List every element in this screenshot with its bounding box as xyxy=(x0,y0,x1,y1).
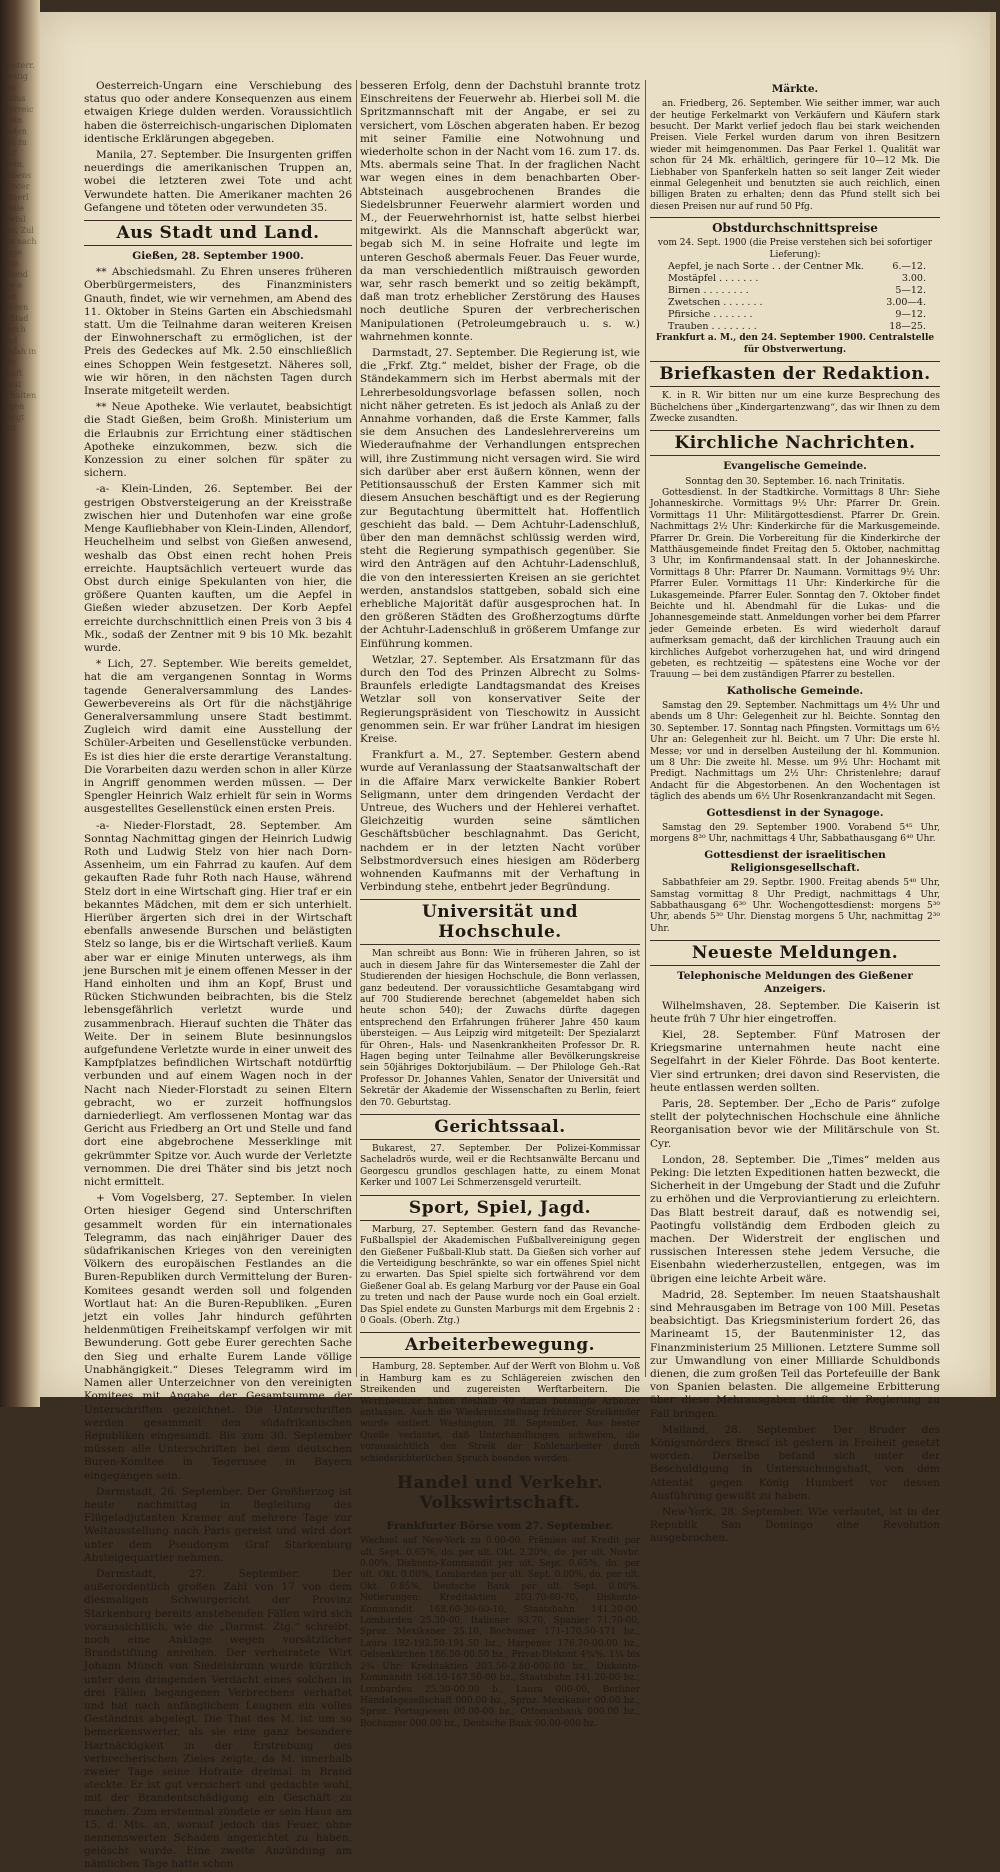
article: + Vom Vogelsberg, 27. September. In vielen Orten hiesiger Gegend sind Unterschriften gesammelt worden für ein internationales Telegramm, das nach einjähriger Dauer des südafrikanischen Krieges von den vereinigten Völkern des europäischen Festlandes an die Buren-Republiken durch Vermittelung der Buren-Komitees gesandt werden soll und folgenden Wortlaut hat: An die Buren-Republiken. „Euren jetzt ein volles Jahr hindurch geführten heldenmütigen Freiheitskampf verfolgen wir mit Bewunderung. Gott gebe Eurer gerechten Sache den Sieg und erhalte Eurem Lande völlige Unabhängigkeit.“ Dieses Telegramm wird im Namen aller Unterzeichner von den vereinigten Komitees mit Angabe der Gesamtsumme der Unterschriften gezeichnet. Die Unterschriften werden gesammelt den südafrikanischen Republiken eingesandt. Bis zum 30. September müssen alle Unterschriften bei dem deutschen Buren-Komitee in Tegernsee in Bayern eingegangen sein. xyxy=(84,1192,352,1482)
section-heading-universitaet: Universität und Hochschule. xyxy=(360,899,640,945)
subheading-evangelisch: Evangelische Gemeinde. xyxy=(723,460,867,473)
book-spine xyxy=(0,0,40,1407)
article: ** Abschiedsmahl. Zu Ehren unseres früheren Oberbürgermeisters, des Finanzministers Gnauth, findet, wie wir vernehmen, am Abend des 11. Oktober in Steins Garten ein Abschiedsmahl statt. Um die Teilnahme daran weiteren Kreisen der Einwohnerschaft zu ermöglichen, ist der Preis des Gedeckes auf Mk. 2.50 einschließlich eines Schoppen Wein festgesetzt. Näheres soll, wie wir hören, in den nächsten Tagen durch Inserate mitgeteilt werden. xyxy=(84,266,352,398)
article-katholisch: Samstag den 29. September. Nachmittags um 4½ Uhr und abends um 8 Uhr: Gelegenheit zur hl. Beichte. Sonntag den 30. September. 17. Sonntag nach Pfingsten. Vormittags um 6½ Uhr an: Gelegenheit zur hl. Beicht. um 7 Uhr: Die erste hl. Messe; vor und in derselben Austeilung der hl. Kommunion. um 8 Uhr: Die zweite hl. Messe. um 9½ Uhr: Hochamt mit Predigt. Nachmittags um 2½ Uhr: Christenlehre; darauf Andacht für die Abgestorbenen. An den Wochentagen ist täglich des abends um 6½ Uhr Rosenkranzandacht mit Segen. xyxy=(650,701,940,803)
article-briefkasten: K. in R. Wir bitten nur um eine kurze Besprechung des Büchelchens über „Kindergartenzwang“, das wir Ihnen zu dem Zwecke zusandten. xyxy=(650,391,940,424)
subheading-israelitisch: Gottesdienst der israelitischen Religionsgesellschaft. xyxy=(704,848,886,874)
price-row: Birnen . . . . . . . . 5—12. xyxy=(668,285,926,297)
article-universitaet: Man schreibt aus Bonn: Wie in früheren Jahren, so ist auch in diesem Jahre für das Wintersemester die Zahl der Studierenden der hiesigen Hochschule, die Bonn verlassen, ganz bedeutend. Der voraussichtliche Gesamtabgang wird auf 700 Studierende berechnet (abgemeldet haben sich heute schon 540); der Zuwachs dürfte dagegen entsprechend den Erfahrungen früherer Jahre 450 kaum übersteigen. — Aus Leipzig wird mitgeteilt: Der Spezialarzt für Ohren-, Hals- und Nasenkrankheiten Professor Dr. R. Hagen beging unter Teilnahme aller Bevölkerungskreise sein 50jähriges Doktorjubiläum. — Der Philologe Geh.-Rat Professor Dr. Johannes Vahlen, Senator der Universität und Sekretär der Akademie der Wissenschaften zu Berlin, feiert den 70. Geburtstag. xyxy=(360,949,640,1108)
news-item: Mailand, 28. September. Der Bruder des Königsmörders Bresci ist gestern in Freiheit gesetzt worden. Derselbe befand sich unter der Beschuldigung in Untersuchungshaft, von dem Attentat gegen König Humbert vor dessen Ausführung gewußt zu haben. xyxy=(650,1423,940,1502)
divider xyxy=(650,217,940,218)
article: ** Neue Apotheke. Wie verlautet, beabsichtigt die Stadt Gießen, beim Großh. Ministerium um die Erlaubnis zur Errichtung einer städtischen Apotheke einzukommen, bezw. sich die Konzession zu einer solchen für später zu sichern. xyxy=(84,401,352,480)
section-heading-stadt-land: Aus Stadt und Land. xyxy=(84,220,352,246)
article-austria: Oesterreich-Ungarn eine Verschiebung des status quo oder andere Konsequenzen aus einem etwaigen Kriege dulden werden. Voraussichtlich haben die österreichisch-ungarischen Diplomaten identische Erklärungen abgegeben. xyxy=(84,80,352,145)
section-heading-handel: Handel und Verkehr. Volkswirtschaft. xyxy=(360,1470,640,1516)
column-2 xyxy=(360,80,640,1729)
news-item: New-York, 28. September. Wie verlautet, ist in der Republik San Domingo eine Revolution ausgebrochen. xyxy=(650,1506,940,1545)
article-israelitisch: Sabbathfeier am 29. Septbr. 1900. Freitag abends 5⁴⁰ Uhr, Samstag vormittag 8 Uhr Predigt, nachmittags 4 Uhr, Sabbathausgang 6³⁰ Uhr. Wochengottesdienst: morgens 5³⁰ Uhr, abends 5³⁰ Uhr. Dienstag morgens 5 Uhr, nachmittag 2³⁰ Uhr. xyxy=(650,878,940,934)
article-sport: Marburg, 27. September. Gestern fand das Revanche-Fußballspiel der Akademischen Fußballvereinigung gegen den Gießener Fußball-Klub statt. Da Gießen sich vorher auf die Verteidigung beschränkte, so war ein offenes Spiel nicht zu erwarten. Das Spiel spielte sich fortwährend vor dem Gießener Goal ab. Es gelang Marburg vor der Pause ein Goal zu treten und nach der Pause wurde noch ein Goal erzielt. Das Spiel endete zu Gunsten Marburgs mit dem Ergebnis 2 : 0 Goals. (Oberh. Ztg.) xyxy=(360,1224,640,1326)
news-item: London, 28. September. Die „Times“ melden aus Peking: Die letzten Expeditionen hatten bezweckt, die Sicherheit in der Umgebung der Stadt und die Zufuhr zu erhöhen und die Verproviantierung zu erleichtern. Das Blatt bestreit darauf, daß es notwendig sei, Paotingfu vollständig dem Erdboden gleich zu machen. Der Widerstreit der englischen und russischen Interessen stehe jedem Versuche, die Eisenbahn wiederherzustellen, entgegen, was im übrigen eine leichte Arbeit wäre. xyxy=(650,1153,940,1285)
article-gerichtssaal: Bukarest, 27. September. Der Polizei-Kommissar Sacheladrös wurde, weil er die Rechtsanwälte Bercanu und Georgescu grundlos geschlagen hatte, zu einem Monat Kerker und 1007 Lei Schmerzensgeld verurteilt. xyxy=(360,1144,640,1189)
newspaper-page xyxy=(40,12,996,1871)
news-item: Wilhelmshaven, 28. September. Die Kaiserin ist heute früh 7 Uhr hier eingetroffen. xyxy=(650,999,940,1025)
column-3 xyxy=(650,80,940,1545)
article-synagoge: Samstag den 29. September 1900. Vorabend 5⁴⁵ Uhr, morgens 8³⁰ Uhr, nachmittags 4 Uhr, Sabbathausgang 6⁴⁰ Uhr. xyxy=(650,822,940,845)
price-row: Pfirsiche . . . . . . . 9—12. xyxy=(668,309,926,321)
subheading-synagoge: Gottesdienst in der Synagoge. xyxy=(706,806,884,819)
article: Frankfurt a. M., 27. September. Gestern abend wurde auf Veranlassung der Staatsanwaltschaft der in die Affaire Marx verwickelte Bankier Robert Seligmann, unter dem dringenden Verdacht der Untreue, des Wuchers und der Hehlerei verhaftet. Gleichzeitig wurden seine sämtlichen Geschäftsbücher beschlagnahmt. Das Gericht, nachdem er in der letzten Nacht vorüber Selbstmordversuch eines hiesigen am Röderberg wohnenden Kaufmanns mit der Verhaftung in Verbindung stehe, entbehrt jeder Begründung. xyxy=(360,749,640,894)
section-heading-kirchliche: Kirchliche Nachrichten. xyxy=(650,430,940,456)
article: Darmstadt, 27. September. Der außerordentlich großen Zahl von 17 von dem diesmaligen Schwurgericht der Provinz Starkenburg bereits anstehenden Fällen wird sich voraussichtlich, wie die „Darmst. Ztg.“ schreibt, noch eine Anklage wegen vorsätzlicher Brandstiftung anreihen. Der verheiratete Wirt Johann Münch von Siedelsbrunn wurde kürzlich unter dem dringenden Verdacht eines solchen in drei Fällen begangenen Verbrechens verhaftet und hat nach anfänglichem Leugnen ein volles Geständnis abgelegt. Die That des M. ist um so bemerkenswerter, als sie eine ganz besondere Hartnäckigkeit in der Erstrebung des verbrecherischen Zieles zeigte, da M. innerhalb zweier Tage seine Hofraite dreimal in Brand steckte. Er ist gut versichert und gedachte wohl, mit der Brandentschädigung ein Geschäft zu machen. Zum erstenmal zündete er sein Haus am 15. d. Mts. an, worauf jedoch das Feuer, ohne nennenswerten Schaden angerichtet zu haben, gelöscht wurde. Eine zweite Anzündung am nämlichen Tage hatte schon xyxy=(84,1567,352,1871)
article-evangelisch: Gottesdienst. In der Stadtkirche. Vormittags 8 Uhr: Siehe Johanneskirche. Vormittags 9½ Uhr: Pfarrer Dr. Grein. Vormittags 11 Uhr: Militärgottesdienst. Pfarrer Dr. Grein. Nachmittags 2½ Uhr: Kinderkirche für die Markusgemeinde. Pfarrer Dr. Grein. Die Vorbereitung für die Kinderkirche der Matthäusgemeinde findet Freitag den 5. Oktober, nachmittag 3 Uhr, im Konfirmandensaal statt. In der Johanneskirche. Vormittags 8 Uhr: Pfarrer Dr. Naumann. Vormittags 9½ Uhr: Pfarrer Euler. Vormittags 11 Uhr: Kinderkirche für die Lukasgemeinde. Pfarrer Euler. Sonntag den 7. Oktober findet Beichte und hl. Abendmahl für die Lukas- und die Johannesgemeinde statt. Anmeldungen vorher bei dem Pfarrer jeder Gemeinde erbeten. Es wird wiederholt darauf aufmerksam gemacht, daß der kirchlichen Trauung auch ein kirchliches Aufgebot vorherzugehen hat, und wird dringend gebeten, es rechtzeitig — spätestens eine Woche vor der Trauung — bei dem zuständigen Pfarrer zu bestellen. xyxy=(650,487,940,681)
article-maerkte: an. Friedberg, 26. September. Wie seither immer, war auch der heutige Ferkelmarkt von Verkäufern und Käufern stark besucht. Der Markt verlief jedoch flau bei stark weichenden Preisen. Viele Ferkel wurden darum von ihren Besitzern wieder mit heimgenommen. Das Paar Ferkel 1. Qualität war schon für 24 Mk. erhältlich, geringere für 10—12 Mk. Die Liebhaber von Spanferkeln hatten so seit langer Zeit wieder einmal Gelegenheit und benutzten sie auch reichlich, einen billigen Braten zu erhalten; denn das Pfund stellt sich bei diesen Preisen nur auf rund 50 Pfg. xyxy=(650,99,940,212)
boerse-title: Frankfurter Börse vom 27. September. xyxy=(386,1520,614,1533)
news-item: Paris, 28. September. Der „Echo de Paris“ zufolge stellt der polytechnischen Hochschule eine ähnliche Reorganisation bevor wie der Militärschule von St. Cyr. xyxy=(650,1097,940,1150)
section-heading-neueste: Neueste Meldungen. xyxy=(650,940,940,966)
article: -a- Klein-Linden, 26. September. Bei der gestrigen Obstversteigerung an der Kreisstraße zwischen hier und Dutenhofen war eine große Menge Kaufliebhaber von Klein-Linden, Allendorf, Heuchelheim und selbst von Gießen anwesend, weshalb das Obst einen recht hohen Preis erreichte. Hauptsächlich verteuert wurde das Obst durch einige Spekulanten von hier, die größere Quanten kauften, um die Aepfel in Gießen wieder abzusetzen. Der Korb Aepfel erreichte durchschnittlich einen Preis von 3 bis 4 Mk., sodaß der Zentner mit 9 bis 10 Mk. bezahlt wurde. xyxy=(84,483,352,654)
ev-date: Sonntag den 30. September. 16. nach Trinitatis. xyxy=(685,476,905,487)
subheading-katholisch: Katholische Gemeinde. xyxy=(726,684,864,697)
section-heading-sport: Sport, Spiel, Jagd. xyxy=(360,1195,640,1221)
price-row: Trauben . . . . . . . . 18—25. xyxy=(668,321,926,333)
news-item: Madrid, 28. September. Im neuen Staatshaushalt sind Mehrausgaben im Betrage von 100 Mill. Pesetas beabsichtigt. Das Kriegsministerium fordert 26, das Marineamt 15, der Bautenminister 12, das Finanzministerium 25 Millionen. Letztere Summe soll zur Umwandlung von einer Milliarde Schuldbonds dienen, die zum großen Teil das Portefeuille der Bank von Spanien belasten. Die allgemeine Erbitterung über diese Mehrausgaben dürfte die Regierung zu Fall bringen. xyxy=(650,1288,940,1420)
subheading-telephonisch: Telephonische Meldungen des Gießener Anzeigers. xyxy=(677,970,913,996)
adjacent-page-fragment: Oesterr. ineitig des ftatus sterreich ein baden Spl zu Auf Wein. Lebens Winter Sitzerl Weile ereinl Ein. Zul bei nach Sage vom Abend Sie e den rieben d-Stad burch und Gefah in der chaft Kaut erhalten lagen Sorgt Mit xyxy=(2,61,37,433)
price-row: Zwetschen . . . . . . . 3.00—4. xyxy=(668,297,926,309)
heading-obstpreise: Obstdurchschnittspreise xyxy=(712,221,878,236)
news-item: Kiel, 28. September. Fünf Matrosen der Kriegsmarine unternahmen heute nacht eine Segelfahrt in der Kieler Föhrde. Das Boot kenterte. Vier sind ertrunken; drei davon sind Reservisten, die heute entlassen werden sollten. xyxy=(650,1028,940,1094)
section-heading-arbeiter: Arbeiterbewegung. xyxy=(360,1332,640,1358)
dateline: Gießen, 28. September 1900. xyxy=(132,250,304,263)
section-heading-gerichtssaal: Gerichtssaal. xyxy=(360,1114,640,1140)
obst-intro: vom 24. Sept. 1900 (die Preise verstehen sich bei sofortiger Lieferung): xyxy=(657,238,933,260)
column-rule xyxy=(356,80,357,1377)
price-row: Aepfel, je nach Sorte . . der Centner Mk. 6.—12. xyxy=(668,261,926,273)
boerse-report: Wechsel auf New-York zu 0.00-00. Prämien auf Kredit per ult. Sept. 0.65%, do. per ult. Okt. 2.20%, do. per ult. Novbr. 0.00%, Diskonto-Kommandit per ult. Sept. 0.65%, do. per ult. Okt. 0.00%, Lombarden per ult. Sept. 0.00%, do. per ult. Okt. 0.85%, Deutsche Bank per ult. Sept. 0.00%. Notierungen: Kreditaktien 203.70-80-70, Diskonto-Kommandit 168.60-30-60-10, Staatsbahn 141.20-00, Lombarden 25.30-00, Italiener 93.70, Spanier 71.70-00, Sproz. Mexikaner 25.10, Bochumer 171-170.50-171 bz., Laura 192-192.50-191.50 bz., Harpener 176.70-00.00 bz., Gelsenkirchen 186.50-00.50 bz., Privat-Diskont 4¾%. 1¼ bis 2¾ Uhr: Kreditaktien 203.50-2.80-000.00 bz., Diskonto-Kommandit 168.10-167.50-00 bz., Staatsbahn 141.20-00 bz., Lombarden 25.30-00.00 b., Laura 000-00, Berliner Handelsgesellschaft 000.00 bz., Sproz. Mexikaner 00.00 bz., Sproz. Portugiesen 00.00-00 bz., Ottomanbank 000.00 bz., Bochumer 000.00 bz., Deutsche Bank 00.00-000 bz. xyxy=(360,1536,640,1729)
article-manila: Manila, 27. September. Die Insurgenten griffen neuerdings die amerikanischen Truppen an, wobei die letzteren zwei Tote und acht Verwundete hatten. Die Amerikaner machten 26 Gefangene und töteten oder verwundeten 35. xyxy=(84,149,352,214)
article: Wetzlar, 27. September. Als Ersatzmann für das durch den Tod des Prinzen Albrecht zu Solms-Braunfels erledigte Landtagsmandat des Kreises Wetzlar soll von konservativer Seite der Regierungspräsident von Tieschowitz in Aussicht genommen sein. Er war früher Landrat im hiesigen Kreise. xyxy=(360,653,640,745)
column-rule xyxy=(645,80,646,1377)
article: Darmstadt, 26. September. Der Großherzog ist heute nachmittag in Begleitung des Flügeladjutanten Kramer auf mehrere Tage zur Weltausstellung nach Paris gereist und wird dort unter dem Pseudonym Graf Starkenburg Absteigequartier nehmen. xyxy=(84,1485,352,1564)
section-heading-maerkte: Märkte. xyxy=(771,83,819,95)
section-heading-briefkasten: Briefkasten der Redaktion. xyxy=(650,361,940,387)
article-arbeiter: Hamburg, 28. September. Auf der Werft von Blohm u. Voß in Hamburg kam es zu Schlägereien zwischen den Streikenden und zugereisten Werftarbeitern. Die Werftbesitzer haben deshalb 40 daran beteiligte Arbeiter entlassen. Auch die Wiedereinstellung früherer Streikender wurde sistiert. Washington, 28. September. Aus bester Quelle verlautet, daß Unterhandlungen schweben, die voraussichtlich den Streik der Kohlenarbeiter durch schiedsrichterlichen Spruch beenden werden. xyxy=(360,1362,640,1464)
article: -a- Nieder-Florstadt, 28. September. Am Sonntag Nachmittag gingen der Heinrich Ludwig Roth und Ludwig Stelz von hier nach Dorn-Assenheim, um ein Fahrrad zu kaufen. Auf dem gekauften Rade fuhr Roth nach Hause, während Stelz dort in eine Wirtschaft ging. Hier traf er ein bekanntes Mädchen, mit dem er sich unterhielt. Hierüber ärgerten sich drei in der Wirtschaft ebenfalls anwesende Burschen und belästigten Stelz so lange, bis er die Wirtschaft verließ. Kaum aber war er einige Minuten unterwegs, als ihm jene Burschen mit je einem offenen Messer in der Hand einholten und ihm an Kopf, Brust und Rücken Stichwunden beibrachten, bis die Stelz lebensgefährlich verletzt wurde und zusammenbrach. Hierauf suchten die Thäter das Weite. Der in seinem Blute besinnungslos aufgefundene Verletzte wurde in einer unweit des Kampfplatzes befindlichen Wirtschaft notdürftig verbunden und auf einem Wagen noch in der Nacht nach Nieder-Florstadt zu seinen Eltern gebracht, wo er zurzeit hoffnungslos darniederliegt. Am verflossenen Montag war das Gericht aus Friedberg an Ort und Stelle und fand dort eine abgebrochene Messerklinge mit gekrümmter Spitze vor. Auch wurde der Verletzte vernommen. Die drei Thäter sind bis jetzt noch nicht ermittelt. xyxy=(84,819,352,1189)
obst-footer: Frankfurt a. M., den 24. September 1900. Centralstelle für Obstverwertung. xyxy=(655,333,935,355)
article: besseren Erfolg, denn der Dachstuhl brannte trotz Einschreitens der Feuerwehr ab. Hierbei soll M. die Spritzmannschaft mit der Angabe, er sei zu versichert, vom Löschen abgeraten haben. Er bezog mit seiner Familie eine Notwohnung und wiederholte schon in der Nacht vom 16. zum 17. ds. Mts. abermals seine That. In der fraglichen Nacht war wegen eines in dem benachbarten Ober-Abtsteinach ausgebrochenen Brandes die Siedelsbrunner Feuerwehr alarmiert worden und M., der Feuerwehrhornist ist, hatte selbst hierbei mitgewirkt. Als die Mannschaft abgerückt war, begab sich M. in seine Hofraite und legte im unteren Geschoß abermals Feuer. Das Feuer wurde, da man verschiedentlich mißtrauisch geworden war, sehr rasch bemerkt und so zeitig bekämpft, daß man trotz erheblicher Zerstörung des Hauses noch deutliche Spuren der verbrecherischen Manipulationen (Petroleumgebrauch u. s. w.) wahrnehmen konnte. xyxy=(360,80,640,343)
article: Darmstadt, 27. September. Die Regierung ist, wie die „Frkf. Ztg.“ meldet, bisher der Frage, ob die Ständekammern sich im Herbst abermals mit der Lehrerbesoldungsvorlage befassen sollen, noch nicht näher getreten. Es ist jedoch als Anlaß zu der Annahme vorhanden, daß die Erste Kammer, falls sie dem Ansuchen des Landeslehrervereins um Wiederaufnahme der Verhandlungen entsprechen will, ihre Zustimmung nicht versagen wird. Sie wird sich darüber aber erst äußern können, wenn der Petitionsausschuß der Ersten Kammer sich mit diesem Ansuchen beschäftigt und es der Regierung zur Begutachtung übermittelt hat. Hoffentlich geschieht das bald. — Dem Achtuhr-Ladenschluß, über den man demnächst schlüssig werden wird, steht die Regierung sympathisch gegenüber. Sie wird den Anträgen auf den Achtuhr-Ladenschluß, die von den interessierten Kreisen an sie gerichtet werden, anstandslos stattgeben, sobald sich eine erhebliche Majorität dafür ausgesprochen hat. In den größeren Städten des Großherzogtums dürfte der Achtuhr-Ladenschluß in größerem Umfange zur Einführung kommen. xyxy=(360,347,640,650)
column-1 xyxy=(84,80,352,1871)
price-row: Mostäpfel . . . . . . . 3.00. xyxy=(668,273,926,285)
article: * Lich, 27. September. Wie bereits gemeldet, hat die am vergangenen Sonntag in Worms tagende Generalversammlung des Landes-Gewerbevereins als Ort für die nächstjährige Generalversammlung unsere Stadt bestimmt. Zugleich wird damit eine Ausstellung der Schüler-Arbeiten und Gesellenstücke verbunden. Es ist dies hier die erste derartige Veranstaltung. Die Vorarbeiten dazu werden schon in aller Kürze in Angriff genommen werden müssen. — Der Spengler Heinrich Walz erhielt für sein in Worms ausgestelltes Gesellenstück einen ersten Preis. xyxy=(84,658,352,816)
